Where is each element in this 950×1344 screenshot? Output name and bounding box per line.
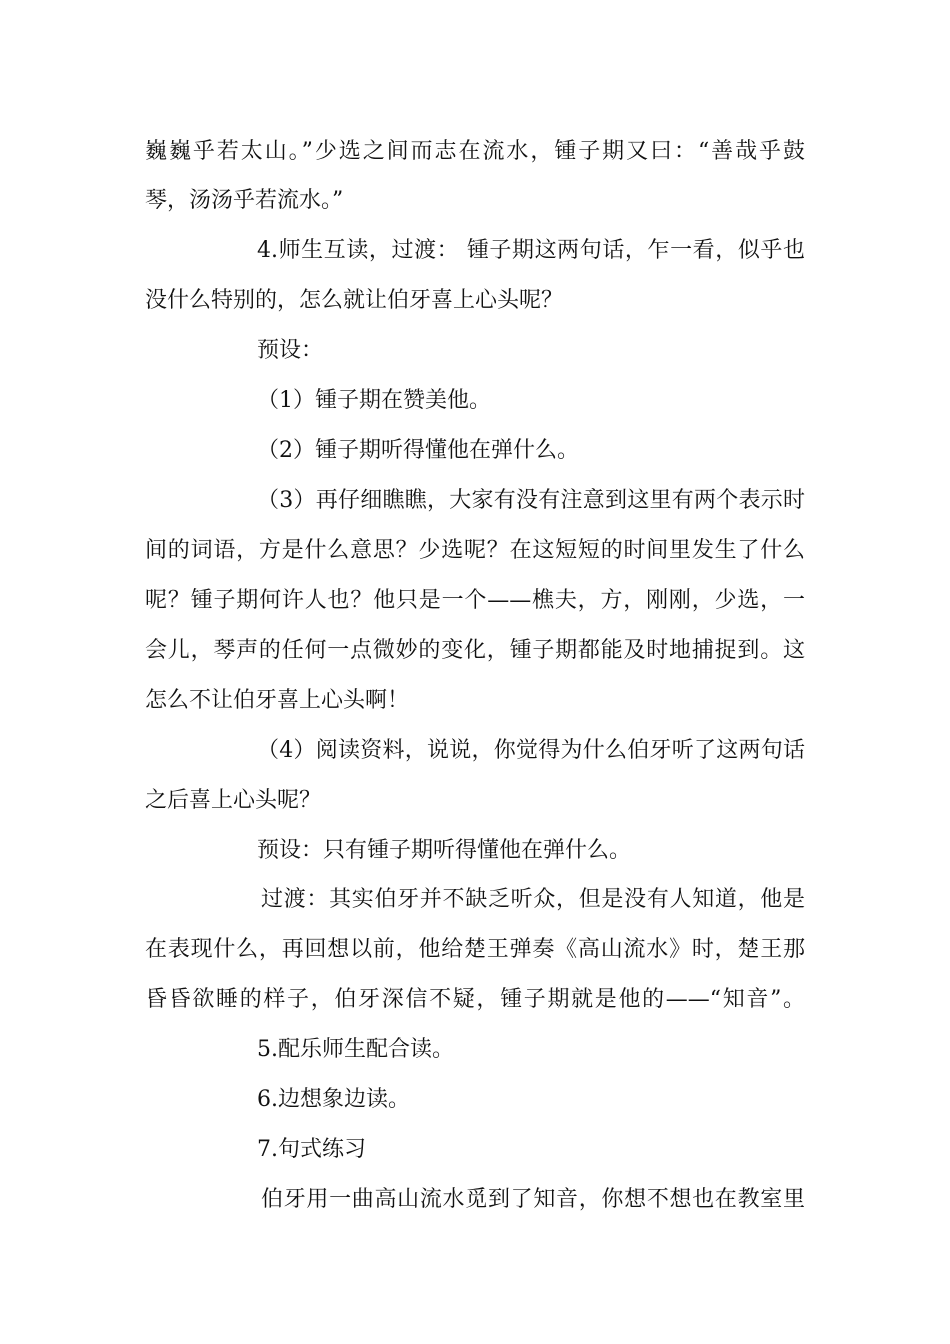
text-line: （4）阅读资料，说说，你觉得为什么伯牙听了这两句话 <box>257 738 805 763</box>
text-line: 7.句式练习 <box>257 1137 366 1162</box>
text-line: 琴，汤汤乎若流水。” <box>145 188 344 213</box>
text-line: 伯牙用一曲高山流水觅到了知音，你想不想也在教室里 <box>261 1187 805 1212</box>
text-line: （3）再仔细瞧瞧，大家有没有注意到这里有两个表示时 <box>257 488 805 513</box>
text-line: 之后喜上心头呢？ <box>145 788 322 813</box>
text-line: 5.配乐师生配合读。 <box>257 1037 454 1062</box>
text-line: 昏昏欲睡的样子，伯牙深信不疑，锺子期就是他的——“知音”。 <box>145 987 805 1012</box>
text-line: （2）锺子期听得懂他在弹什么。 <box>257 438 579 463</box>
text-line: 6.边想象边读。 <box>257 1087 410 1112</box>
text-line: 预设： <box>257 338 324 363</box>
text-line: 巍巍乎若太山。”少选之间而志在流水，锺子期又曰：“善哉乎鼓 <box>145 139 805 164</box>
text-line: （1）锺子期在赞美他。 <box>257 388 491 413</box>
text-line: 没什么特别的，怎么就让伯牙喜上心头呢？ <box>145 288 564 313</box>
text-line: 呢？锺子期何许人也？他只是一个——樵夫，方，刚刚，少选，一 <box>145 588 805 613</box>
text-line: 会儿，琴声的任何一点微妙的变化，锺子期都能及时地捕捉到。这 <box>145 638 805 663</box>
text-line: 在表现什么，再回想以前，他给楚王弹奏《高山流水》时，楚王那 <box>145 937 805 962</box>
text-line: 怎么不让伯牙喜上心头啊！ <box>145 688 410 713</box>
text-line: 间的词语，方是什么意思？少选呢？在这短短的时间里发生了什么 <box>145 538 805 563</box>
text-line: 过渡：其实伯牙并不缺乏听众，但是没有人知道，他是 <box>261 887 805 912</box>
text-line: 4.师生互读，过渡： 锺子期这两句话，乍一看，似乎也 <box>257 238 805 263</box>
text-line: 预设：只有锺子期听得懂他在弹什么。 <box>257 838 632 863</box>
